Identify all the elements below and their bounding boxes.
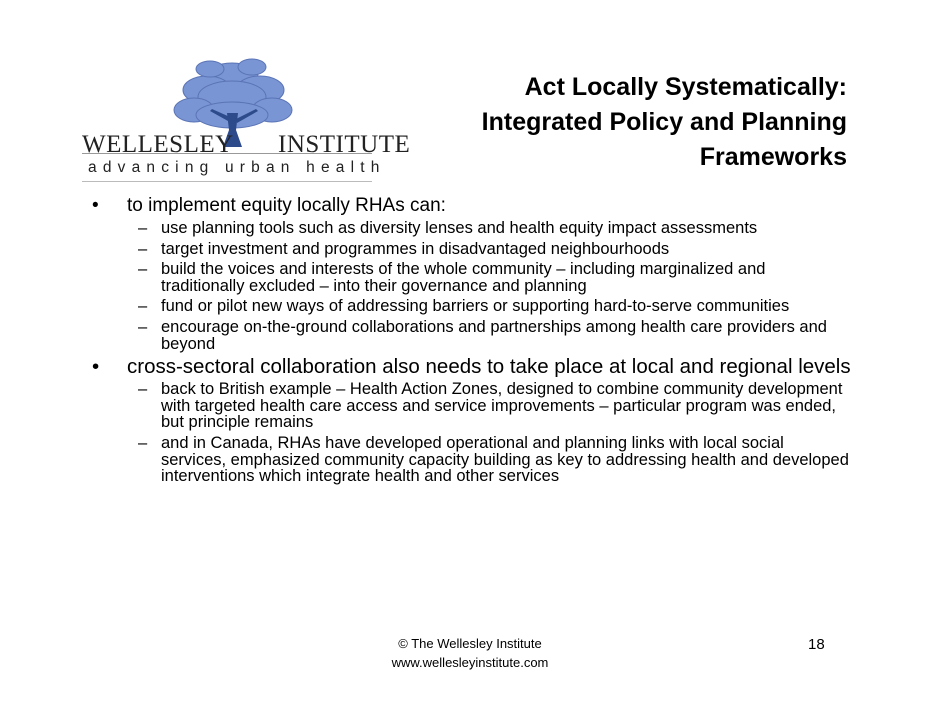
sub-bullet-text: use planning tools such as diversity lenses and health equity impact assessments — [161, 219, 758, 237]
wellesley-logo — [82, 55, 411, 185]
sub-bullet-text: encourage on-the-ground collaborations and partnerships among health care providers and beyond — [161, 317, 827, 353]
dash-icon: – — [138, 260, 148, 279]
website-url: www.wellesleyinstitute.com — [391, 655, 549, 670]
bullet-icon: • — [92, 355, 100, 379]
bullet-icon: • — [92, 195, 99, 216]
bullet-item — [92, 196, 852, 216]
sub-bullet-text: and in Canada, RHAs have developed operational and planning links with local social services, emphasized community capacity building as key to addressing health and developed interventions which integrate health and other services — [161, 433, 849, 486]
logo-name-left: WELLESLEY — [82, 131, 234, 158]
slide-title — [407, 70, 847, 175]
title-line-1: Act Locally Systematically: — [524, 73, 847, 101]
bullet-item — [92, 356, 852, 377]
dash-icon: – — [138, 433, 148, 452]
logo-name-right: INSTITUTE — [278, 131, 411, 158]
sub-bullet-text: fund or pilot new ways of addressing barriers or supporting hard-to-serve communities — [161, 297, 790, 316]
title-line-2: Integrated Policy and Planning — [481, 108, 847, 136]
sub-bullet-text: build the voices and interests of the whole community – including marginalized and traditionally excluded – into their governance and planning — [161, 260, 766, 295]
sub-bullet-item — [92, 435, 852, 485]
sub-bullet-item — [92, 381, 852, 431]
dash-icon: – — [138, 317, 148, 336]
sub-bullet-item — [92, 298, 852, 315]
sub-bullet-item — [92, 319, 852, 352]
dash-icon: – — [138, 239, 148, 258]
copyright-text: © The Wellesley Institute — [398, 636, 542, 651]
dash-icon: – — [138, 297, 148, 316]
sub-bullet-item — [92, 261, 852, 294]
logo-tagline: advancing urban health — [88, 159, 386, 176]
title-line-3: Frameworks — [699, 143, 847, 171]
sub-bullet-text: back to British example – Health Action Zones, designed to combine community development with targeted health care access and service improvements – particular program was ended, but principle remains — [161, 380, 843, 432]
page-number: 18 — [808, 636, 825, 653]
dash-icon: – — [138, 380, 148, 399]
sub-bullet-item — [92, 241, 852, 258]
bullet-text: cross-sectoral collaboration also needs to take place at local and regional levels — [127, 355, 851, 379]
slide-footer — [360, 634, 580, 672]
sub-bullet-text: target investment and programmes in disadvantaged neighbourhoods — [161, 239, 670, 258]
bullet-text: to implement equity locally RHAs can: — [127, 195, 446, 216]
dash-icon: – — [138, 219, 148, 237]
sub-bullet-item — [92, 220, 852, 237]
slide-body — [92, 196, 852, 489]
